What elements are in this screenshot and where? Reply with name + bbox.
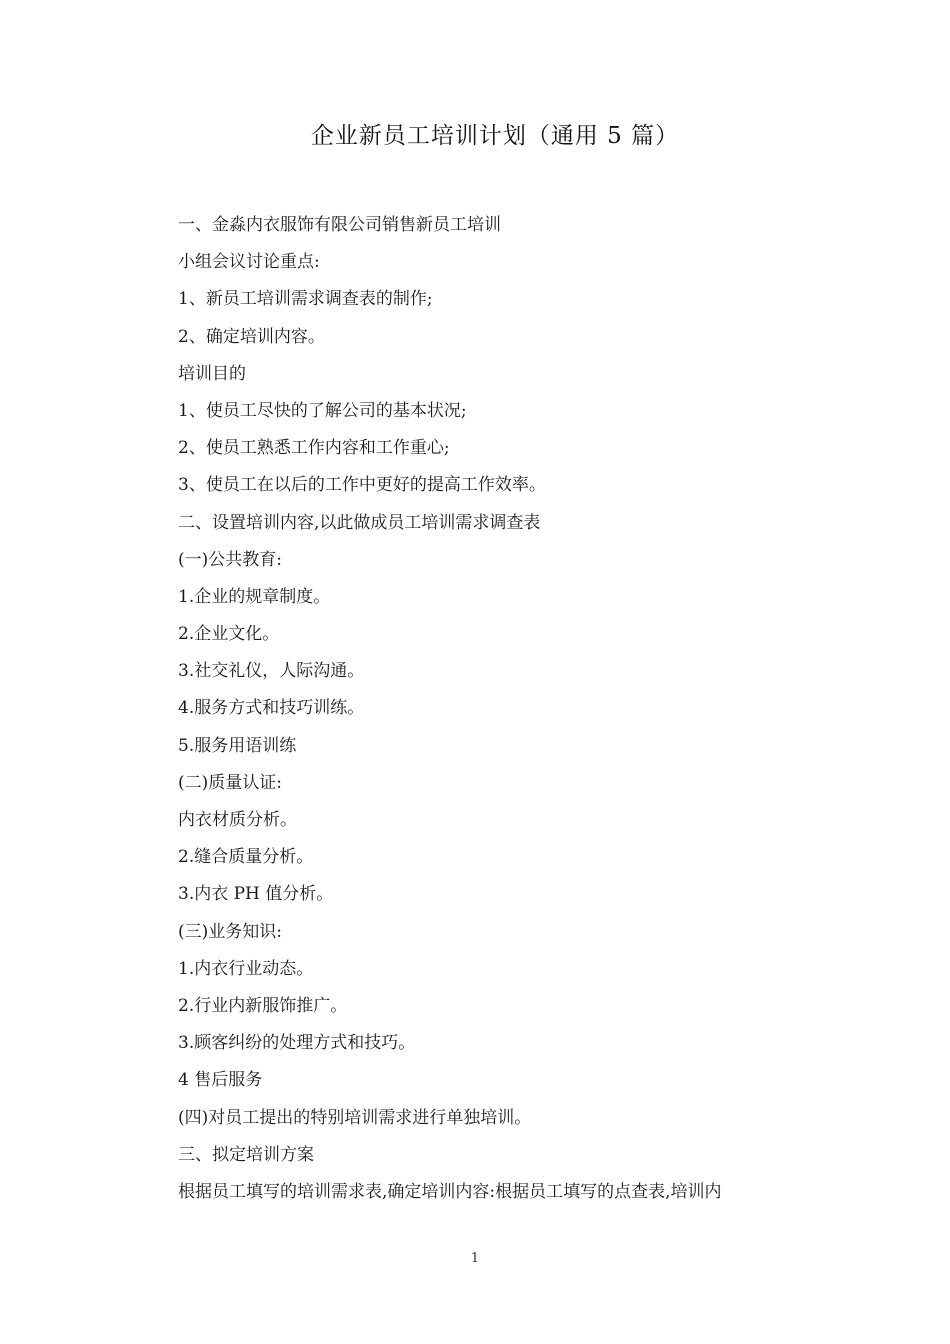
text-line: 一、金淼内衣服饰有限公司销售新员工培训 xyxy=(178,215,501,235)
text-line: (一)公共教育: xyxy=(178,549,282,570)
text-line: 1、使员工尽快的了解公司的基本状况; xyxy=(178,400,467,421)
text-line: 二、设置培训内容,以此做成员工培训需求调查表 xyxy=(178,512,541,533)
text-line: 3、使员工在以后的工作中更好的提高工作效率。 xyxy=(178,475,546,496)
page-number: 1 xyxy=(470,1251,480,1266)
text-line: (四)对员工提出的特别培训需求进行单独培训。 xyxy=(178,1107,532,1128)
text-line: 培训目的 xyxy=(178,363,246,384)
text-line: 内衣材质分析。 xyxy=(178,810,297,830)
text-line: 3.顾客纠纷的处理方式和技巧。 xyxy=(178,1033,416,1054)
document-title: 企业新员工培训计划（通用 5 篇） xyxy=(310,123,680,149)
text-line: 1、新员工培训需求调查表的制作; xyxy=(178,289,433,310)
text-line: (三)业务知识: xyxy=(178,921,282,942)
text-line: 2.行业内新服饰推广。 xyxy=(178,995,348,1016)
text-line: 1.企业的规章制度。 xyxy=(178,586,331,607)
text-line: 4 售后服务 xyxy=(178,1070,263,1091)
document-body xyxy=(178,207,838,1211)
text-line: 根据员工填写的培训需求表,确定培训内容:根据员工填写的点查表,培训内 xyxy=(178,1181,722,1202)
text-line: 1.内衣行业动态。 xyxy=(178,958,314,979)
text-line: 3.内衣 PH 值分析。 xyxy=(178,884,334,905)
text-line: 2、使员工熟悉工作内容和工作重心; xyxy=(178,438,450,459)
text-line: 小组会议讨论重点: xyxy=(178,252,320,273)
text-line: 3.社交礼仪，人际沟通。 xyxy=(178,661,365,682)
text-line: 2.缝合质量分析。 xyxy=(178,847,314,868)
text-line: 2.企业文化。 xyxy=(178,624,280,645)
text-line: (二)质量认证: xyxy=(178,772,282,793)
text-line: 5.服务用语训练 xyxy=(178,735,297,756)
text-line: 4.服务方式和技巧训练。 xyxy=(178,698,365,719)
text-line: 2、确定培训内容。 xyxy=(178,326,325,347)
text-line: 三、拟定培训方案 xyxy=(178,1144,314,1165)
